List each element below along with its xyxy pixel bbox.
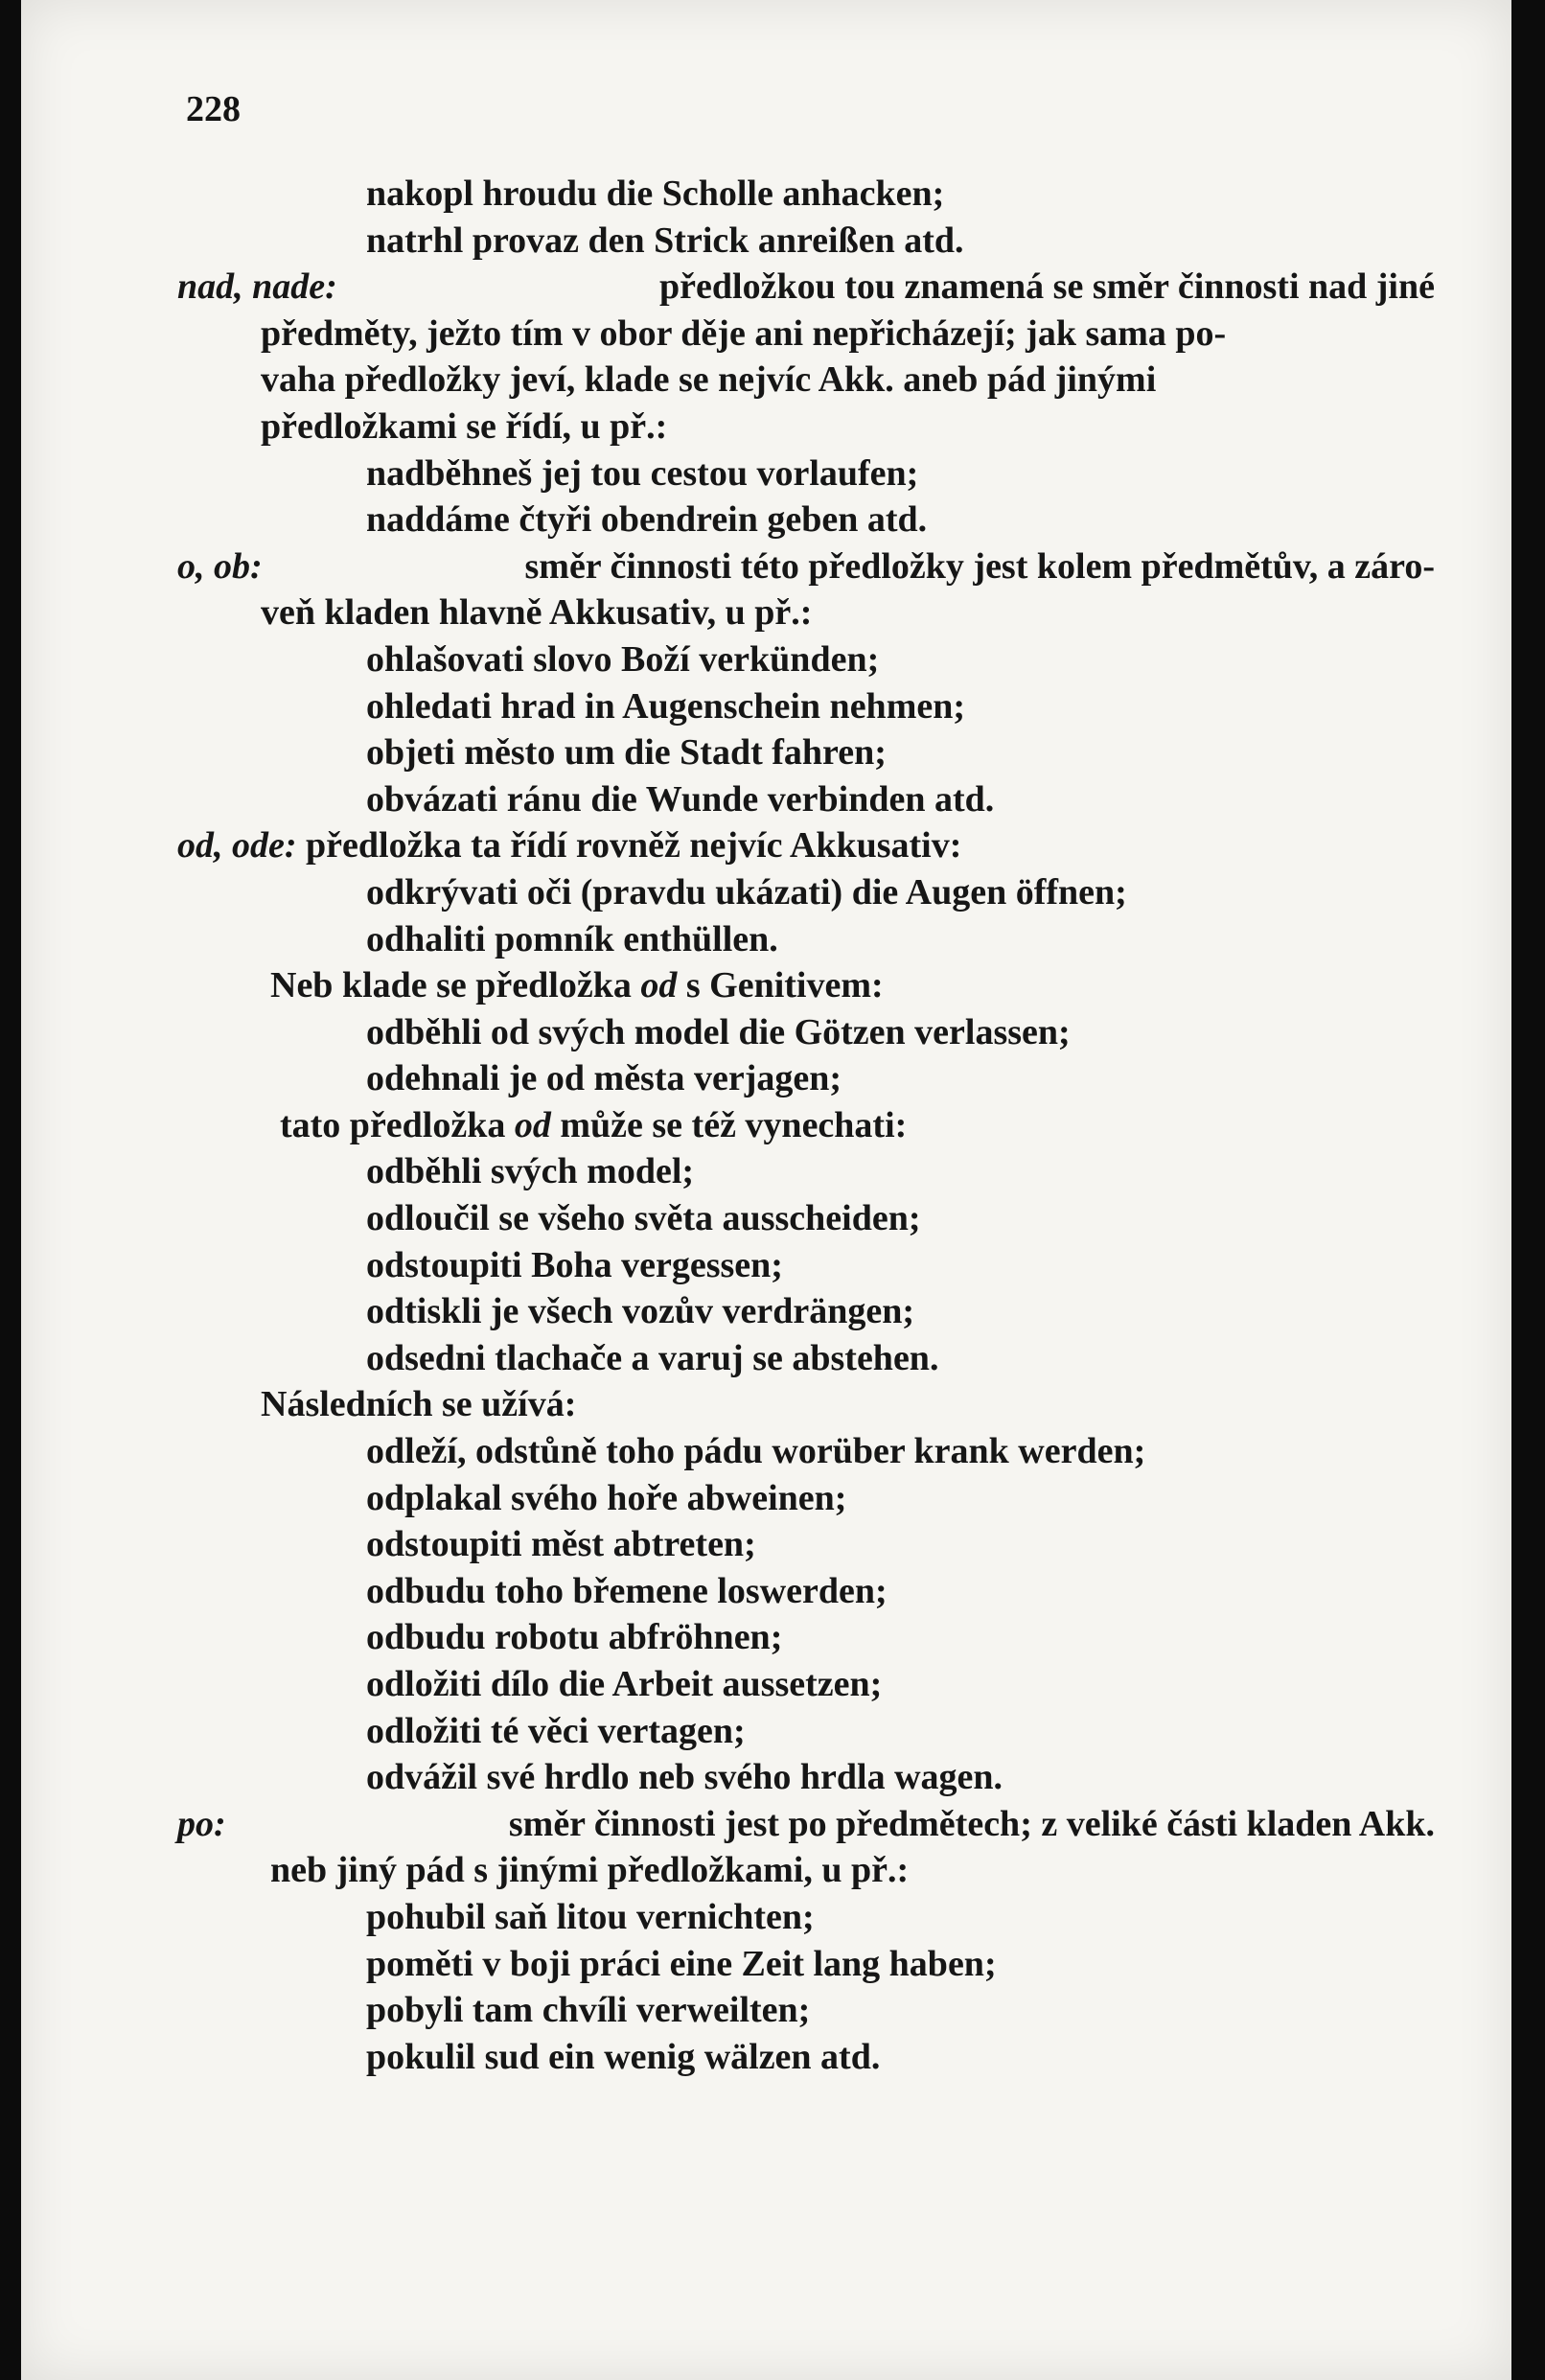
line-text: naddáme čtyři obendrein geben atd. — [366, 499, 928, 541]
line-text: ohlašovati slovo Boží verkünden; — [366, 638, 880, 680]
line-text: směr činnosti jest po předmětech; z veliké části kladen Akk. — [508, 1803, 1435, 1844]
text-line — [21, 311, 1511, 358]
italic-term: od — [640, 965, 678, 1006]
line-text: odbudu toho břemene loswerden; — [366, 1570, 888, 1611]
text-line — [21, 776, 1511, 823]
text-line — [21, 1847, 1511, 1894]
text-line — [21, 1941, 1511, 1988]
text-line — [21, 1754, 1511, 1801]
line-text: předložkou tou znamená se směr činnosti nad jiné — [659, 266, 1435, 308]
line-text: pobyli tam chvíli verweilten; — [366, 1990, 811, 2031]
text-line — [21, 1381, 1511, 1428]
line-text: poměti v boji práci eine Zeit lang haben; — [366, 1943, 997, 1984]
line-text: odehnali je od města verjagen; — [366, 1058, 842, 1099]
line-text: veň kladen hlavně Akkusativ, u př.: — [261, 592, 813, 634]
text-line — [21, 264, 1511, 311]
entry-headword: po: — [177, 1803, 226, 1844]
line-text-cont: může se též vynechati: — [560, 1104, 908, 1145]
line-text: odvážil své hrdlo neb svého hrdla wagen. — [366, 1757, 1003, 1798]
text-line — [21, 916, 1511, 963]
text-line — [21, 171, 1511, 218]
text-line — [21, 497, 1511, 543]
text-line — [21, 218, 1511, 265]
line-text: pohubil saň litou vernichten; — [366, 1896, 815, 1937]
text-line — [21, 451, 1511, 497]
line-text: odložiti dílo die Arbeit aussetzen; — [366, 1664, 883, 1704]
text-line — [21, 1195, 1511, 1242]
text-line — [21, 404, 1511, 451]
line-text: Neb klade se předložka — [270, 965, 632, 1006]
line-text: obvázati ránu die Wunde verbinden atd. — [366, 778, 995, 820]
line-text: nakopl hroudu die Scholle anhacken; — [366, 173, 945, 214]
line-text-cont: s Genitivem: — [685, 965, 884, 1006]
line-text: směr činnosti této předložky jest kolem předmětův, a záro- — [524, 545, 1435, 587]
line-text: natrhl provaz den Strick anreißen atd. — [366, 220, 964, 261]
text-line — [21, 1801, 1511, 1848]
text-line — [21, 1521, 1511, 1568]
line-text: ohledati hrad in Augenschein nehmen; — [366, 685, 965, 727]
line-text: odsedni tlachače a varuj se abstehen. — [366, 1337, 939, 1378]
text-line — [21, 1475, 1511, 1522]
line-text: odloučil se všeho světa ausscheiden; — [366, 1198, 921, 1239]
line-text: odtiskli je všech vozův verdrängen; — [366, 1291, 915, 1332]
line-text: odběhli od svých model die Götzen verlassen; — [366, 1011, 1071, 1052]
line-text: odložiti té věci vertagen; — [366, 1710, 746, 1751]
text-line — [21, 869, 1511, 916]
line-text: neb jiný pád s jinými předložkami, u př.: — [270, 1850, 910, 1891]
line-text: odběhli svých model; — [366, 1151, 695, 1192]
text-line — [21, 357, 1511, 404]
line-text: předměty, ježto tím v obor děje ani nepřicházejí; jak sama po- — [261, 312, 1227, 354]
text-line — [21, 636, 1511, 683]
italic-term: od — [514, 1104, 551, 1145]
page-number: 228 — [186, 89, 241, 129]
line-text: odleží, odstůně toho pádu worüber krank werden; — [366, 1431, 1146, 1472]
text-line — [21, 729, 1511, 776]
text-line — [21, 1708, 1511, 1755]
text-line — [21, 1614, 1511, 1661]
text-line — [21, 1288, 1511, 1335]
entry-headword: od, ode: — [177, 825, 297, 867]
line-text: odplakal svého hoře abweinen; — [366, 1477, 847, 1518]
line-text: odstoupiti měst abtreten; — [366, 1524, 756, 1565]
text-line — [21, 1148, 1511, 1195]
text-line — [21, 1102, 1511, 1149]
text-line — [21, 1428, 1511, 1475]
entry-headword: nad, nade: — [177, 266, 337, 308]
line-text: objeti město um die Stadt fahren; — [366, 732, 887, 774]
line-text: odkrývati oči (pravdu ukázati) die Augen öffnen; — [366, 871, 1127, 913]
text-line — [21, 1055, 1511, 1102]
text-line — [21, 822, 1511, 869]
line-text: Následních se užívá: — [261, 1384, 577, 1425]
text-line — [21, 1894, 1511, 1941]
line-text: tato předložka — [280, 1104, 506, 1145]
line-text: předložkami se řídí, u př.: — [261, 405, 668, 447]
text-line — [21, 589, 1511, 636]
text-line — [21, 962, 1511, 1009]
text-line — [21, 1242, 1511, 1289]
text-line — [21, 1568, 1511, 1615]
line-text: pokulil sud ein wenig wälzen atd. — [366, 2036, 881, 2077]
line-text: předložka ta řídí rovněž nejvíc Akkusativ: — [306, 825, 962, 867]
text-line — [21, 1335, 1511, 1382]
line-text: odbudu robotu abfröhnen; — [366, 1617, 783, 1658]
line-text: odstoupiti Boha vergessen; — [366, 1244, 783, 1285]
text-line — [21, 1987, 1511, 2034]
text-line — [21, 2034, 1511, 2081]
text-line — [21, 543, 1511, 590]
page-text — [21, 171, 1511, 2080]
line-text: vaha předložky jeví, klade se nejvíc Akk. aneb pád jinými — [261, 359, 1157, 401]
text-line — [21, 683, 1511, 730]
line-text: odhaliti pomník enthüllen. — [366, 918, 778, 959]
text-line — [21, 1009, 1511, 1056]
text-line — [21, 1661, 1511, 1708]
entry-headword: o, ob: — [177, 545, 263, 587]
line-text: nadběhneš jej tou cestou vorlaufen; — [366, 452, 919, 494]
book-page — [21, 0, 1511, 2380]
